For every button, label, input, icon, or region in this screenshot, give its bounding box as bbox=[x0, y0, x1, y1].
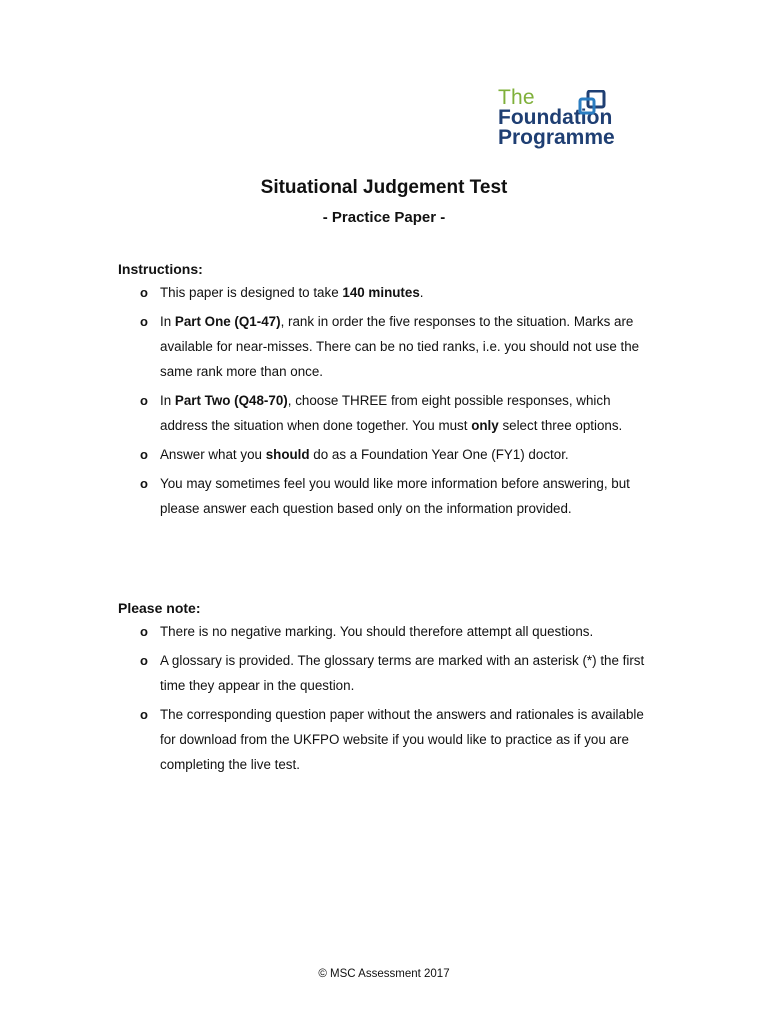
foundation-programme-logo bbox=[498, 88, 648, 170]
instruction-item bbox=[118, 309, 658, 384]
logo-line-the: The bbox=[498, 86, 535, 109]
logo-line-programme: Programme bbox=[498, 126, 615, 149]
instruction-text: In bbox=[160, 393, 175, 408]
instruction-text: . bbox=[419, 285, 424, 300]
copyright-footer: © MSC Assessment 2017 bbox=[318, 968, 450, 980]
instructions-heading: Instructions: bbox=[118, 261, 203, 277]
instruction-emphasis: Part One (Q1-47) bbox=[174, 314, 281, 329]
instruction-text: You may sometimes feel you would like more information before answering, but please answer each question based only on the information provided. bbox=[160, 476, 630, 516]
notes-list bbox=[118, 619, 658, 781]
instruction-item bbox=[118, 442, 658, 467]
page-subtitle: - Practice Paper - bbox=[322, 209, 446, 226]
instruction-text: Answer what you bbox=[160, 447, 266, 462]
bullet-icon: o bbox=[140, 314, 148, 329]
logo-line-foundation: Foundation bbox=[498, 106, 613, 129]
bullet-icon: o bbox=[140, 447, 148, 462]
instruction-text: , choose THREE from eight possible responses, which address the situation when done together. You must bbox=[160, 393, 611, 433]
instruction-item bbox=[118, 471, 658, 521]
instruction-emphasis: should bbox=[265, 447, 310, 462]
bullet-icon: o bbox=[140, 285, 148, 300]
note-item bbox=[118, 619, 658, 644]
instruction-text: This paper is designed to take bbox=[160, 285, 343, 300]
instruction-text: select three options. bbox=[498, 418, 623, 433]
instruction-emphasis: 140 minutes bbox=[342, 285, 420, 300]
note-text: There is no negative marking. You should therefore attempt all questions. bbox=[160, 624, 594, 639]
instructions-list bbox=[118, 280, 658, 525]
logo-squares-icon bbox=[574, 90, 610, 118]
instruction-text: In bbox=[160, 314, 175, 329]
notes-heading: Please note: bbox=[118, 600, 201, 616]
instruction-text: do as a Foundation Year One (FY1) doctor. bbox=[309, 447, 569, 462]
note-text: A glossary is provided. The glossary terms are marked with an asterisk (*) the first time they appear in the question. bbox=[160, 653, 645, 693]
note-item bbox=[118, 648, 658, 698]
instruction-emphasis: only bbox=[471, 418, 499, 433]
instruction-emphasis: Part Two (Q48-70) bbox=[174, 393, 288, 408]
instruction-item bbox=[118, 388, 658, 438]
note-item bbox=[118, 702, 658, 777]
bullet-icon: o bbox=[140, 653, 148, 668]
page-title: Situational Judgement Test bbox=[260, 177, 508, 198]
bullet-icon: o bbox=[140, 476, 148, 491]
instruction-text: , rank in order the five responses to the situation. Marks are available for near-misses. There can be no tied ranks, i.e. you should not use the same rank more than once. bbox=[160, 314, 640, 379]
bullet-icon: o bbox=[140, 393, 148, 408]
bullet-icon: o bbox=[140, 707, 148, 722]
instruction-item bbox=[118, 280, 658, 305]
note-text: The corresponding question paper without the answers and rationales is available for download from the UKFPO website if you would like to practice as if you are completing the live test. bbox=[160, 707, 644, 772]
bullet-icon: o bbox=[140, 624, 148, 639]
